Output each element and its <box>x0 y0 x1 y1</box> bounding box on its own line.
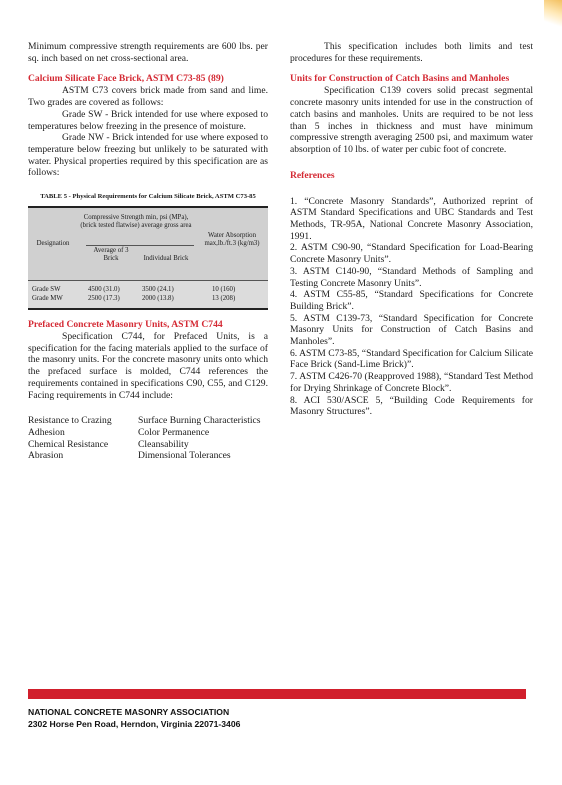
references-list <box>290 196 533 418</box>
requirements-table <box>28 206 268 310</box>
reference-item: 1. “Concrete Masonry Standards”, Authorized reprint of ASTM Standard Specifications and UBC Standards and Test Methods, TR-95A, National Concrete Masonry Association, 1991. <box>290 195 533 242</box>
requirement-text: Adhesion <box>28 426 65 438</box>
header-water-absorption: Water Absorption max,lb./ft.3 (kg/m3) <box>204 232 260 248</box>
cell-grade: Grade MW <box>32 295 63 303</box>
cell-average: 2500 (17.3) <box>88 295 120 303</box>
table-row <box>28 295 268 304</box>
table-row <box>28 286 268 295</box>
paragraph: Grade NW - Brick intended for use where exposed to temperature below freezing but unlikely to be saturated with water. Physical properties required by this specification are as follows: <box>28 132 268 179</box>
intro-paragraph: Minimum compressive strength requirements are 600 lbs. per sq. inch based on net cross-sectional area. <box>28 41 268 64</box>
reference-item: 4. ASTM C55-85, “Standard Specifications for Concrete Building Brick”. <box>290 289 533 312</box>
header-individual: Individual Brick <box>143 255 189 263</box>
table-caption: TABLE 5 - Physical Requirements for Calcium Silicate Brick, ASTM C73-85 <box>40 193 256 201</box>
paragraph: Specification C139 covers solid precast segmental concrete masonry units intended for use in the construction of catch basins and manholes. Units are required to be not less than 5 inches in thickness and must have minimum compressive strength averaging 2500 psi, and maximum water absorption of 10 lbs. of water per cubic foot of concrete. <box>290 85 533 155</box>
reference-item: 6. ASTM C73-85, “Standard Specification for Calcium Silicate Face Brick (Sand-Lime Brick)”. <box>290 347 533 371</box>
reference-item: 3. ASTM C140-90, “Standard Methods of Sampling and Testing Concrete Masonry Units”. <box>290 265 533 289</box>
corner-decoration <box>544 0 562 28</box>
header-compressive-strength: Compressive Strength min, psi (MPa), (brick tested flatwise) average gross area <box>80 214 192 230</box>
paragraph: ASTM C73 covers brick made from sand and lime. Two grades are covered as follows: <box>28 85 268 109</box>
table-header <box>28 208 268 281</box>
organization-name: NATIONAL CONCRETE MASONRY ASSOCIATION <box>28 707 230 717</box>
list-item <box>28 427 268 439</box>
left-column <box>28 41 268 462</box>
paragraph: Specification C744, for Prefaced Units, is a specification for the facing materials applied to the surface of the masonry units. For the concrete masonry units onto which the prefaced surface is molded, C744 references the requirements contained in specifications C90, C55, and C129. Facing requirements in C744 include: <box>28 331 268 401</box>
list-item <box>28 450 268 462</box>
requirement-text: Surface Burning Characteristics <box>138 415 261 427</box>
cell-water: 10 (160) <box>212 286 236 294</box>
organization-address: 2302 Horse Pen Road, Herndon, Virginia 22071-3406 <box>28 719 241 729</box>
table-body <box>28 281 268 308</box>
requirement-text: Cleansability <box>138 438 189 450</box>
header-divider <box>86 245 194 246</box>
reference-item: 5. ASTM C139-73, “Standard Specification for Concrete Masonry Units for Construction of Catch Basins and Manholes”. <box>290 312 533 348</box>
cell-individual: 2000 (13.8) <box>142 295 174 303</box>
section-heading-prefaced: Prefaced Concrete Masonry Units, ASTM C744 <box>28 319 223 331</box>
reference-item: 8. ACI 530/ASCE 5, “Building Code Requirements for Masonry Structures”. <box>290 394 533 418</box>
requirement-text: Resistance to Crazing <box>28 415 112 427</box>
section-heading-catch-basins: Units for Construction of Catch Basins and Manholes <box>290 73 510 85</box>
header-designation: Designation <box>36 240 70 248</box>
section-heading-calcium-silicate: Calcium Silicate Face Brick, ASTM C73-85 (89) <box>28 73 224 85</box>
reference-item: 7. ASTM C426-70 (Reapproved 1988), “Standard Test Method for Drying Shrinkage of Concrete Block”. <box>290 371 533 394</box>
facing-requirements-list <box>28 415 268 462</box>
paragraph: Grade SW - Brick intended for use where exposed to temperatures below freezing in the presence of moisture. <box>28 108 268 132</box>
list-item <box>28 439 268 451</box>
cell-individual: 3500 (24.1) <box>142 286 174 294</box>
header-average: Average of 3 Brick <box>93 247 129 263</box>
footer-rule <box>28 689 526 699</box>
right-column <box>290 41 533 418</box>
section-heading-references: References <box>290 169 335 181</box>
intro-paragraph: This specification includes both limits and test procedures for these requirements. <box>290 41 533 64</box>
reference-item: 2. ASTM C90-90, “Standard Specification for Load-Bearing Concrete Masonry Units”. <box>290 242 533 266</box>
list-item <box>28 415 268 427</box>
requirement-text: Chemical Resistance <box>28 438 109 450</box>
footer <box>28 706 428 730</box>
requirement-text: Abrasion <box>28 450 64 462</box>
cell-average: 4500 (31.0) <box>88 286 120 294</box>
cell-grade: Grade SW <box>32 286 61 294</box>
cell-water: 13 (208) <box>212 295 236 303</box>
requirement-text: Dimensional Tolerances <box>138 450 231 462</box>
requirement-text: Color Permanence <box>138 426 210 438</box>
